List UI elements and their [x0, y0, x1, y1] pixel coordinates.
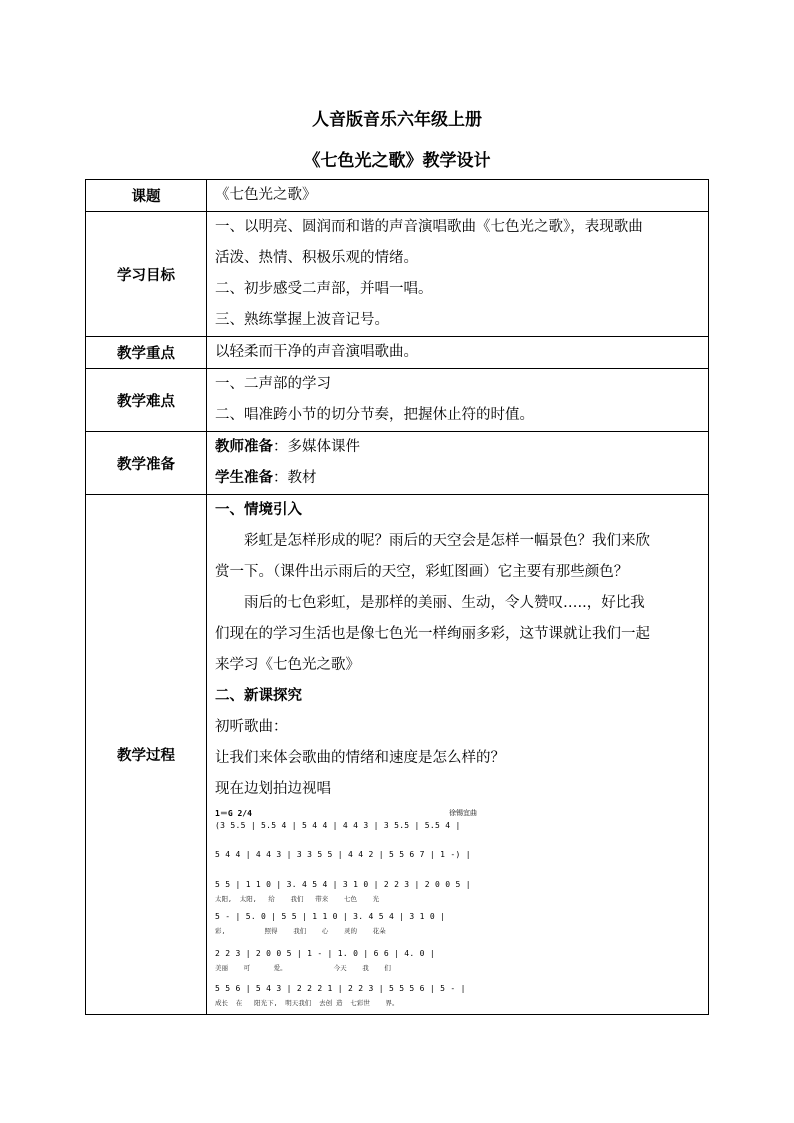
student-prep-line	[215, 463, 702, 494]
goals-label: 学习目标	[86, 212, 207, 337]
preparation-cell	[207, 432, 709, 495]
student-prep-label: 学生准备	[215, 470, 273, 486]
topic-cell	[207, 180, 709, 212]
score-key-signature: 1＝G 2/4	[215, 809, 252, 818]
document-title: 人音版音乐六年级上册	[312, 110, 482, 130]
music-score-image	[215, 808, 477, 1014]
section-heading: 一、情境引入	[215, 502, 302, 518]
score-lyric-row: 成长 在 阳光下, 明天我们 去创 造 七彩世 界。	[215, 999, 399, 1007]
student-prep-value: ：教材	[273, 470, 317, 486]
paragraph-line: 赏一下。（课件出示雨后的天空，彩虹图画）它主要有那些颜色？	[215, 564, 629, 580]
score-lyric-row: 美丽 可 爱。 今天 我 们	[215, 964, 391, 972]
process-label: 教学过程	[86, 495, 207, 1015]
goal-line: 活泼、热情、积极乐观的情绪。	[215, 250, 418, 266]
row-process	[86, 495, 709, 1015]
row-difficulty	[86, 369, 709, 432]
difficulty-line: 一、二声部的学习	[215, 376, 331, 392]
difficulty-label: 教学难点	[86, 369, 207, 432]
score-notation-row: 5 4 4 | 4 4 3 | 3 3 5 5 | 4 4 2 | 5 5 6 7 | 1 -) |	[215, 850, 471, 859]
goals-cell	[207, 212, 709, 337]
document-subtitle: 《七色光之歌》教学设计	[303, 151, 491, 171]
score-notation-row: 2 2 3 | 2 0 0 5 | 1 - | 1. 0 | 6 6 | 4. 0 |	[215, 949, 436, 958]
teacher-prep-label: 教师准备	[215, 439, 273, 455]
score-notation-row: 5 5 6 | 5 4 3 | 2 2 2 1 | 2 2 3 | 5 5 5 6 | 5 - |	[215, 984, 466, 993]
paragraph-line: 让我们来体会歌曲的情绪和速度是怎么样的？	[215, 750, 505, 766]
focus-cell	[207, 337, 709, 369]
row-preparation	[86, 432, 709, 495]
teacher-prep-line	[215, 432, 702, 463]
score-composer: 徐锡宜曲	[449, 809, 477, 817]
focus-value: 以轻柔而干净的声音演唱歌曲。	[215, 344, 418, 360]
goal-line: 三、熟练掌握上波音记号。	[215, 312, 389, 328]
preparation-label: 教学准备	[86, 432, 207, 495]
section-heading: 二、新课探究	[215, 688, 302, 704]
paragraph-line: 现在边划拍边视唱	[215, 781, 331, 797]
difficulty-cell	[207, 369, 709, 432]
paragraph-line: 彩虹是怎样形成的呢？雨后的天空会是怎样一幅景色？我们来欣	[244, 533, 650, 549]
focus-label: 教学重点	[86, 337, 207, 369]
goal-line: 二、初步感受二声部，并唱一唱。	[215, 281, 433, 297]
score-lyric-row: 太阳, 太阳, 给 我们 带来 七色 光	[215, 895, 380, 903]
score-notation-row: (3 5.5 | 5.5 4 | 5 4 4 | 4 4 3 | 3 5.5 | 5.5 4 |	[215, 821, 461, 830]
lesson-plan-table	[85, 179, 709, 1015]
row-topic	[86, 180, 709, 212]
process-cell	[207, 495, 709, 1015]
paragraph-line: 们现在的学习生活也是像七色光一样绚丽多彩，这节课就让我们一起	[215, 626, 650, 642]
topic-value: 《七色光之歌》	[215, 187, 317, 203]
topic-label: 课题	[86, 180, 207, 212]
paragraph-line: 初听歌曲：	[215, 719, 288, 735]
goal-line: 一、以明亮、圆润而和谐的声音演唱歌曲《七色光之歌》，表现歌曲	[215, 219, 643, 235]
score-notation-row: 5 5 | 1 1 0 | 3. 4 5 4 | 3 1 0 | 2 2 3 | 2 0 0 5 |	[215, 880, 471, 889]
paragraph-line: 来学习《七色光之歌》	[215, 657, 360, 673]
row-focus	[86, 337, 709, 369]
paragraph-line: 雨后的七色彩虹，是那样的美丽、生动，令人赞叹…..，好比我	[244, 595, 645, 611]
score-lyric-row: 彩, 照得 我们 心 灵的 花朵	[215, 927, 386, 935]
row-goals	[86, 212, 709, 337]
teacher-prep-value: ：多媒体课件	[273, 439, 360, 455]
difficulty-line: 二、唱准跨小节的切分节奏，把握休止符的时值。	[215, 407, 534, 423]
score-notation-row: 5 - | 5. 0 | 5 5 | 1 1 0 | 3. 4 5 4 | 3 1 0 |	[215, 912, 446, 921]
